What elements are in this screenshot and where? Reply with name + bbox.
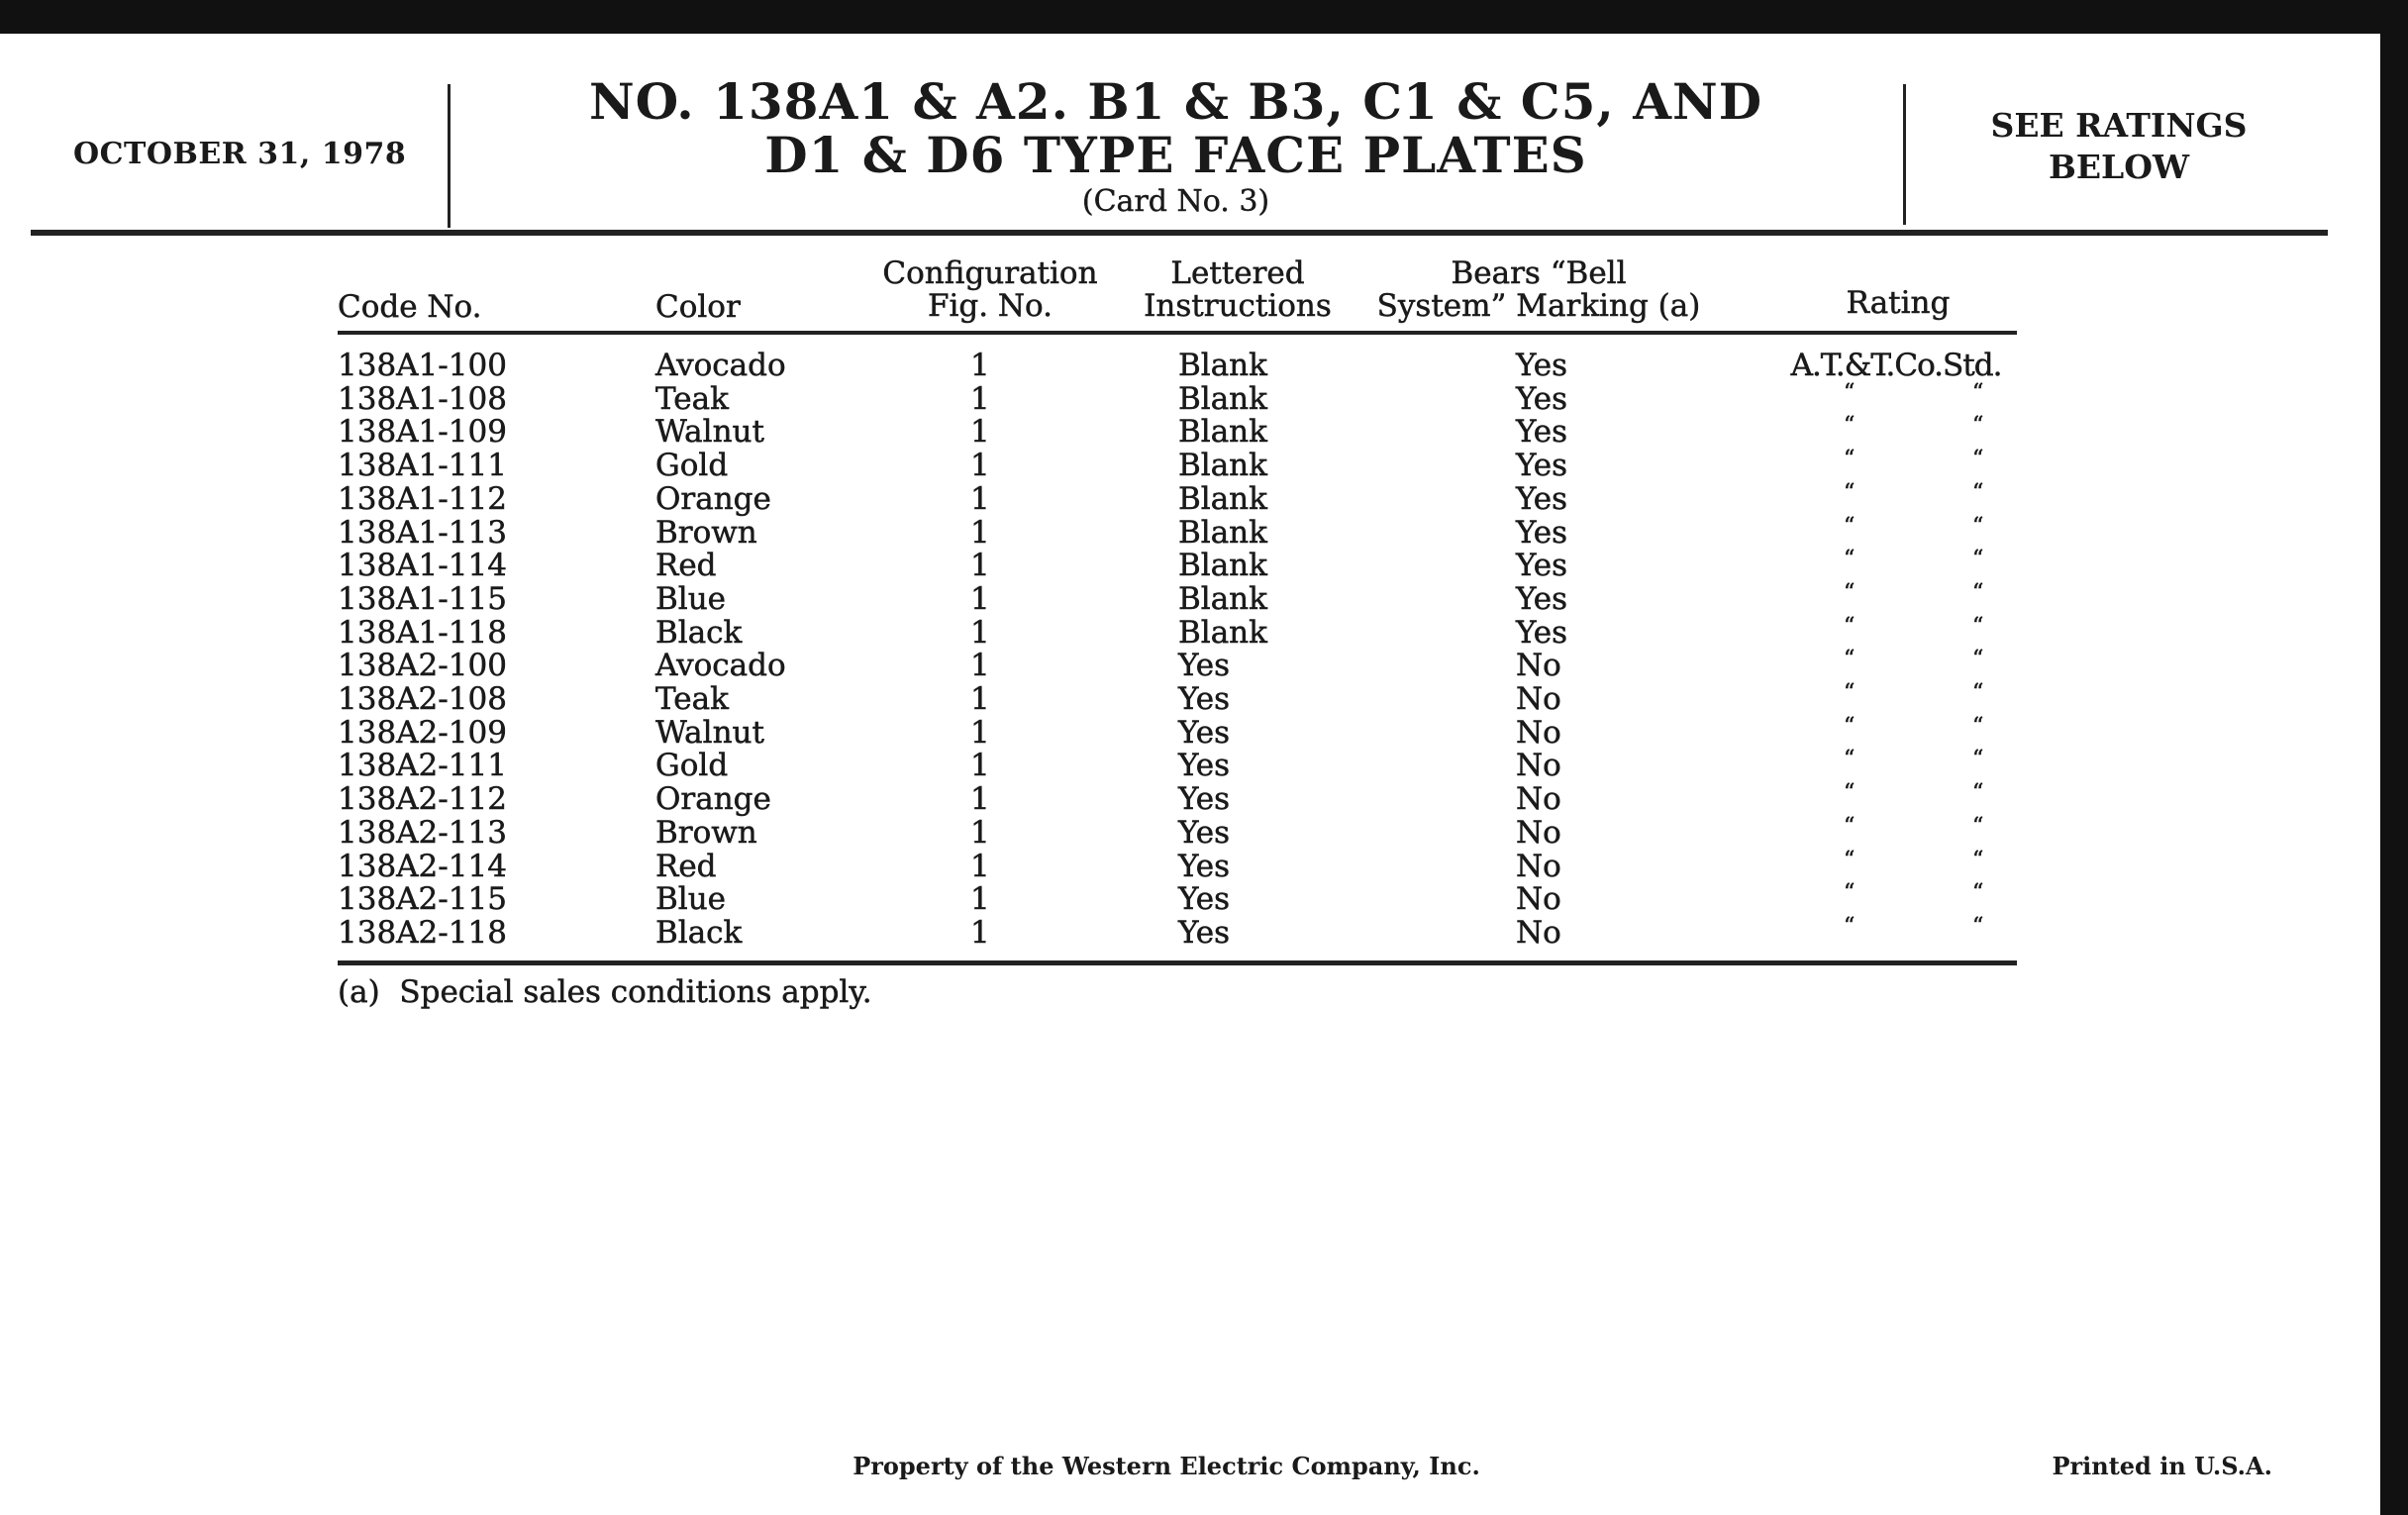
property-notice: Property of the Western Electric Company, Inc. <box>853 1452 1480 1480</box>
cell-code: 138A1-114 <box>338 548 507 584</box>
cell-code: 138A1-115 <box>338 580 507 617</box>
cell-rating-ditto: “ <box>1972 747 1984 772</box>
cell-code: 138A2-100 <box>338 648 507 684</box>
cell-lettered: Blank <box>1178 380 1267 417</box>
title-line-2: D1 & D6 TYPE FACE PLATES <box>764 126 1587 184</box>
col-header-bell-line2: System” Marking (a) <box>1376 288 1701 324</box>
cell-code: 138A2-112 <box>338 781 507 818</box>
header-rule <box>31 230 2328 236</box>
cell-rating-ditto: “ <box>1844 847 1856 872</box>
cell-lettered: Blank <box>1178 614 1267 651</box>
table-bottom-rule <box>338 960 2017 965</box>
cell-lettered: Yes <box>1178 648 1231 684</box>
cell-color: Gold <box>655 448 729 484</box>
cell-bell-marking: Yes <box>1516 548 1568 584</box>
col-header-bell <box>1341 257 1737 323</box>
cell-rating-ditto: “ <box>1844 913 1856 939</box>
cell-code: 138A1-100 <box>338 348 507 383</box>
cell-rating-ditto: “ <box>1972 880 1984 906</box>
col-header-rating: Rating <box>1846 285 1951 321</box>
cell-lettered: Blank <box>1178 448 1267 484</box>
cell-color: Teak <box>655 681 729 717</box>
col-header-lettered <box>1119 257 1356 323</box>
cell-rating-ditto: “ <box>1972 913 1984 939</box>
cell-color: Orange <box>655 480 771 517</box>
cell-lettered: Yes <box>1178 881 1231 918</box>
cell-color: Brown <box>655 814 757 851</box>
table-row <box>0 649 2408 682</box>
cell-color: Blue <box>655 881 727 918</box>
cell-code: 138A1-118 <box>338 614 507 651</box>
cell-code: 138A2-114 <box>338 848 507 884</box>
ratings-note <box>1916 105 2322 188</box>
cell-fig-no: 1 <box>970 681 990 717</box>
cell-fig-no: 1 <box>970 714 990 751</box>
cell-rating-ditto: “ <box>1972 780 1984 806</box>
issue-date: OCTOBER 31, 1978 <box>73 137 407 171</box>
table-row <box>0 847 2408 884</box>
cell-fig-no: 1 <box>970 448 990 484</box>
cell-code: 138A2-113 <box>338 814 507 851</box>
cell-lettered: Blank <box>1178 514 1267 551</box>
table-row <box>0 813 2408 851</box>
table-row <box>0 479 2408 517</box>
table-row <box>0 349 2408 382</box>
cell-code: 138A1-108 <box>338 380 507 417</box>
cell-bell-marking: No <box>1516 748 1561 784</box>
cell-bell-marking: Yes <box>1516 514 1568 551</box>
header-divider-right <box>1903 84 1906 225</box>
col-header-config-line1: Configuration <box>882 255 1098 291</box>
cell-rating-ditto: “ <box>1844 379 1856 405</box>
cell-bell-marking: No <box>1516 881 1561 918</box>
cell-rating-ditto: “ <box>1844 880 1856 906</box>
cell-lettered: Yes <box>1178 748 1231 784</box>
table-row <box>0 882 2408 916</box>
cell-rating-ditto: “ <box>1972 479 1984 505</box>
cell-code: 138A2-109 <box>338 714 507 751</box>
cell-fig-no: 1 <box>970 648 990 684</box>
table-header-rule <box>338 331 2017 335</box>
cell-rating-ditto: “ <box>1844 547 1856 572</box>
cell-fig-no: 1 <box>970 614 990 651</box>
cell-fig-no: 1 <box>970 514 990 551</box>
cell-code: 138A2-111 <box>338 748 507 784</box>
cell-bell-marking: No <box>1516 681 1561 717</box>
footnote: (a) Special sales conditions apply. <box>338 974 872 1010</box>
cell-code: 138A1-111 <box>338 448 507 484</box>
cell-bell-marking: Yes <box>1516 414 1568 451</box>
cell-bell-marking: No <box>1516 714 1561 751</box>
cell-rating-ditto: “ <box>1844 647 1856 672</box>
table-row <box>0 513 2408 551</box>
cell-lettered: Blank <box>1178 414 1267 451</box>
cell-bell-marking: Yes <box>1516 348 1568 383</box>
cell-rating-ditto: “ <box>1844 479 1856 505</box>
cell-rating-ditto: “ <box>1972 413 1984 439</box>
cell-fig-no: 1 <box>970 580 990 617</box>
cell-rating-ditto: “ <box>1844 680 1856 705</box>
col-header-config <box>842 257 1139 323</box>
cell-bell-marking: Yes <box>1516 380 1568 417</box>
cell-fig-no: 1 <box>970 748 990 784</box>
cell-rating-ditto: “ <box>1972 647 1984 672</box>
cell-code: 138A1-112 <box>338 480 507 517</box>
cell-rating-ditto: “ <box>1844 579 1856 605</box>
cell-rating-ditto: “ <box>1972 613 1984 639</box>
title-line-1: NO. 138A1 & A2. B1 & B3, C1 & C5, AND <box>588 72 1763 131</box>
col-header-lettered-line2: Instructions <box>1144 288 1332 324</box>
cell-lettered: Yes <box>1178 681 1231 717</box>
cell-bell-marking: No <box>1516 914 1561 951</box>
cell-fig-no: 1 <box>970 380 990 417</box>
cell-color: Gold <box>655 748 729 784</box>
table-row <box>0 782 2408 816</box>
cell-lettered: Yes <box>1178 781 1231 818</box>
card-number: (Card No. 3) <box>1081 184 1270 219</box>
header-divider-left <box>448 84 451 228</box>
cell-color: Black <box>655 914 743 951</box>
cell-code: 138A2-115 <box>338 881 507 918</box>
table-row <box>0 749 2408 782</box>
cell-color: Blue <box>655 580 727 617</box>
cell-rating-ditto: “ <box>1844 780 1856 806</box>
table-row <box>0 449 2408 482</box>
cell-rating-ditto: “ <box>1844 813 1856 839</box>
cell-code: 138A2-108 <box>338 681 507 717</box>
cell-color: Avocado <box>655 648 786 684</box>
cell-rating-ditto: “ <box>1844 413 1856 439</box>
cell-bell-marking: Yes <box>1516 448 1568 484</box>
cell-bell-marking: Yes <box>1516 614 1568 651</box>
cell-rating-ditto: “ <box>1972 579 1984 605</box>
cell-rating-ditto: “ <box>1972 713 1984 739</box>
cell-fig-no: 1 <box>970 480 990 517</box>
cell-fig-no: 1 <box>970 548 990 584</box>
cell-lettered: Blank <box>1178 348 1267 383</box>
cell-fig-no: 1 <box>970 914 990 951</box>
cell-rating-ditto: “ <box>1972 513 1984 539</box>
page-title <box>455 72 1896 220</box>
table-row <box>0 415 2408 449</box>
cell-lettered: Blank <box>1178 548 1267 584</box>
table-row <box>0 713 2408 751</box>
col-header-lettered-line1: Lettered <box>1170 255 1305 291</box>
cell-rating-ditto: “ <box>1972 813 1984 839</box>
cell-color: Red <box>655 848 717 884</box>
cell-fig-no: 1 <box>970 881 990 918</box>
table-row <box>0 549 2408 582</box>
ratings-note-line-1: SEE RATINGS <box>1990 106 2248 145</box>
cell-bell-marking: Yes <box>1516 580 1568 617</box>
cell-color: Walnut <box>655 414 764 451</box>
cell-lettered: Yes <box>1178 848 1231 884</box>
cell-rating-ditto: “ <box>1972 379 1984 405</box>
cell-color: Brown <box>655 514 757 551</box>
cell-fig-no: 1 <box>970 781 990 818</box>
cell-bell-marking: No <box>1516 814 1561 851</box>
col-header-config-line2: Fig. No. <box>927 288 1054 324</box>
cell-color: Avocado <box>655 348 786 383</box>
col-header-bell-line1: Bears “Bell <box>1451 255 1627 291</box>
cell-color: Walnut <box>655 714 764 751</box>
cell-rating: A.T.&T.Co.Std. <box>1790 348 2002 383</box>
table-row <box>0 913 2408 951</box>
cell-fig-no: 1 <box>970 814 990 851</box>
table-row <box>0 613 2408 651</box>
col-header-code: Code No. <box>338 289 482 325</box>
table-row <box>0 579 2408 617</box>
cell-lettered: Blank <box>1178 480 1267 517</box>
cell-fig-no: 1 <box>970 414 990 451</box>
table-row <box>0 379 2408 417</box>
cell-rating-ditto: “ <box>1972 547 1984 572</box>
cell-rating-ditto: “ <box>1844 747 1856 772</box>
printed-in: Printed in U.S.A. <box>2052 1452 2272 1480</box>
cell-code: 138A1-113 <box>338 514 507 551</box>
cell-rating-ditto: “ <box>1972 847 1984 872</box>
cell-lettered: Blank <box>1178 580 1267 617</box>
scan-border-top <box>0 0 2408 34</box>
cell-color: Orange <box>655 781 771 818</box>
cell-bell-marking: No <box>1516 781 1561 818</box>
cell-bell-marking: No <box>1516 648 1561 684</box>
cell-color: Black <box>655 614 743 651</box>
cell-rating-ditto: “ <box>1972 680 1984 705</box>
cell-color: Red <box>655 548 717 584</box>
cell-lettered: Yes <box>1178 914 1231 951</box>
cell-bell-marking: Yes <box>1516 480 1568 517</box>
cell-rating-ditto: “ <box>1844 513 1856 539</box>
cell-rating-ditto: “ <box>1844 447 1856 472</box>
cell-code: 138A1-109 <box>338 414 507 451</box>
cell-bell-marking: No <box>1516 848 1561 884</box>
cell-code: 138A2-118 <box>338 914 507 951</box>
cell-fig-no: 1 <box>970 348 990 383</box>
cell-lettered: Yes <box>1178 814 1231 851</box>
cell-rating-ditto: “ <box>1972 447 1984 472</box>
col-header-color: Color <box>655 289 741 325</box>
ratings-note-line-2: BELOW <box>2048 148 2190 186</box>
cell-lettered: Yes <box>1178 714 1231 751</box>
cell-color: Teak <box>655 380 729 417</box>
cell-fig-no: 1 <box>970 848 990 884</box>
cell-rating-ditto: “ <box>1844 613 1856 639</box>
table-row <box>0 682 2408 716</box>
cell-rating-ditto: “ <box>1844 713 1856 739</box>
